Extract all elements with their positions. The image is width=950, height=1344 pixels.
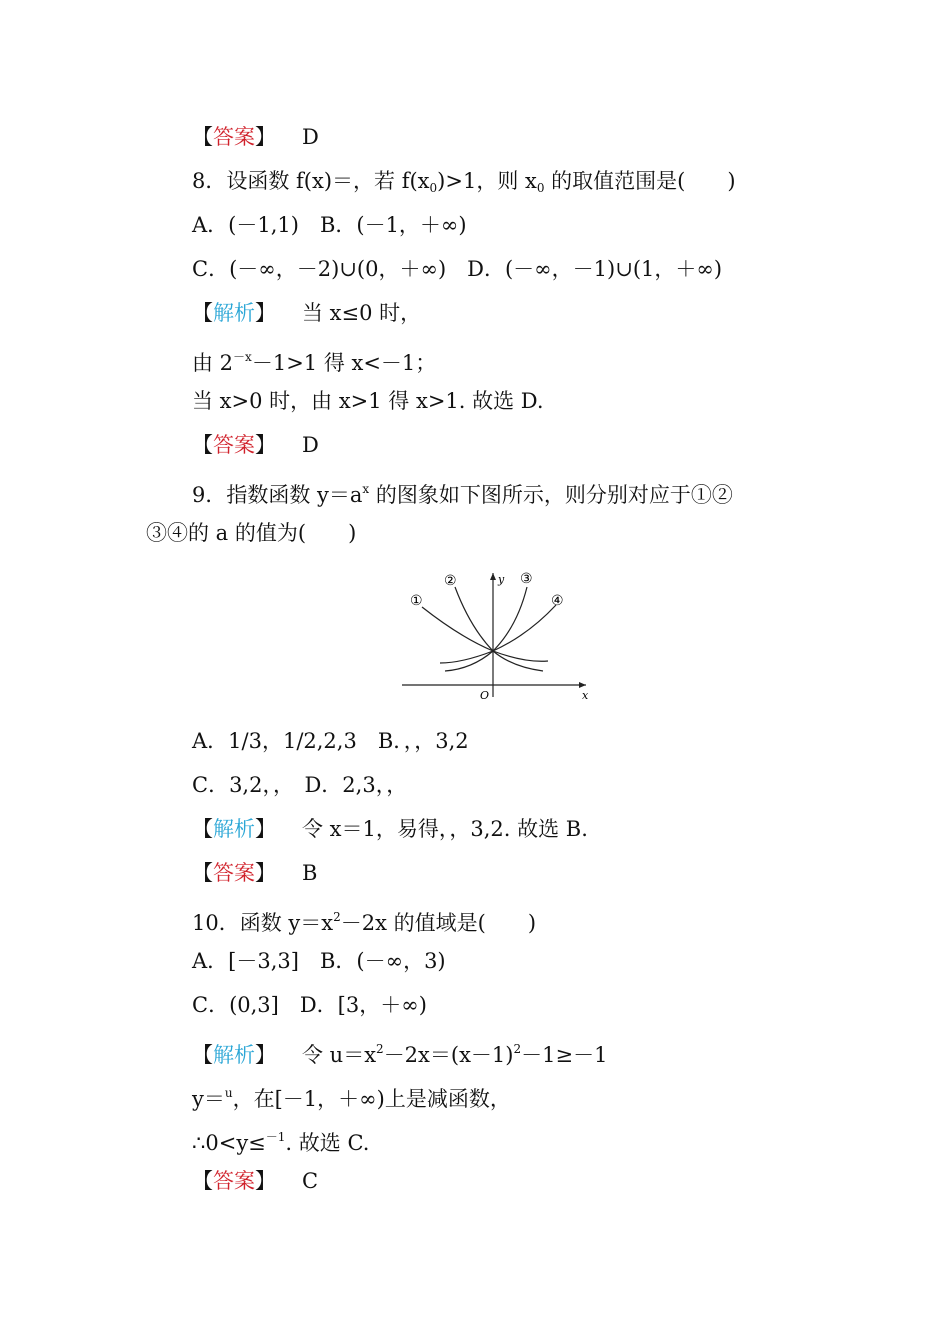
question-8-stem: 8．设函数 f(x)＝，若 $f(x_0)>1$，则 $x_0$ 的取值范围是( ): [192, 169, 736, 195]
answer-value: D: [302, 125, 319, 149]
curve-label-2: ②: [444, 573, 457, 589]
question-9-options-ab: A．1/3，1/2,2,3 B．，，3,2: [192, 729, 469, 753]
curve-label-3: ③: [520, 571, 533, 587]
answer-line-q9: 【答案】 B: [192, 861, 318, 885]
curve-label-4: ④: [551, 593, 564, 609]
question-10-options-ab: A．[－3,3] B．(－∞，3): [192, 949, 446, 973]
question-8-analysis-line3: 当 x>0 时，由 x>1 得 x>1. 故选 D.: [192, 389, 544, 413]
question-10-analysis-line2: y＝$^u$，在[－1，＋∞)上是减函数，: [192, 1086, 511, 1111]
exponential-graph: [400, 565, 590, 705]
origin-label: O: [480, 689, 490, 702]
question-8-analysis: 【解析】 当 x≤0 时，: [192, 301, 422, 325]
curve-label-1: ①: [410, 593, 423, 609]
question-10-analysis: 【解析】 令 $u=x^2-2x=(x-1)^2-1\ge-1$: [192, 1042, 608, 1067]
question-9-analysis: 【解析】 令 x＝1，易得，，3,2. 故选 B.: [192, 817, 588, 841]
curve-1: [422, 607, 548, 661]
x-axis-label: x: [582, 689, 589, 702]
question-9-stem: 9．指数函数 $y=a^x$ 的图象如下图所示，则分别对应于①②: [192, 482, 733, 507]
question-10-analysis-line3: ∴0<y≤$^{-1}$. 故选 C.: [192, 1130, 370, 1155]
answer-line-q10: 【答案】 C: [192, 1169, 319, 1193]
question-8-analysis-line2: 由 $2^{-x}-1>1$ 得 x<－1；: [192, 350, 437, 375]
answer-tag: 【答案】: [192, 125, 276, 149]
y-axis-label: y: [498, 573, 505, 586]
question-10-stem: 10．函数 $y=x^2-2x$ 的值域是( ): [192, 910, 537, 935]
answer-line-q7: [192, 122, 319, 152]
x-axis-arrow: [579, 682, 586, 688]
question-8-options-ab: A．(－1,1) B．(－1，＋∞): [192, 213, 467, 237]
question-9-options-cd: C．3,2，， D．2,3，，: [192, 773, 408, 797]
question-10-options-cd: C．(0,3] D．[3，＋∞): [192, 993, 427, 1017]
answer-line-q8: 【答案】 D: [192, 433, 319, 457]
question-9-stem-line2: ③④的 a 的值为( ): [146, 521, 357, 545]
y-axis-arrow: [490, 573, 496, 580]
question-8-options-cd: C．(－∞，－2)∪(0，＋∞) D．(－∞，－1)∪(1，＋∞): [192, 257, 723, 281]
